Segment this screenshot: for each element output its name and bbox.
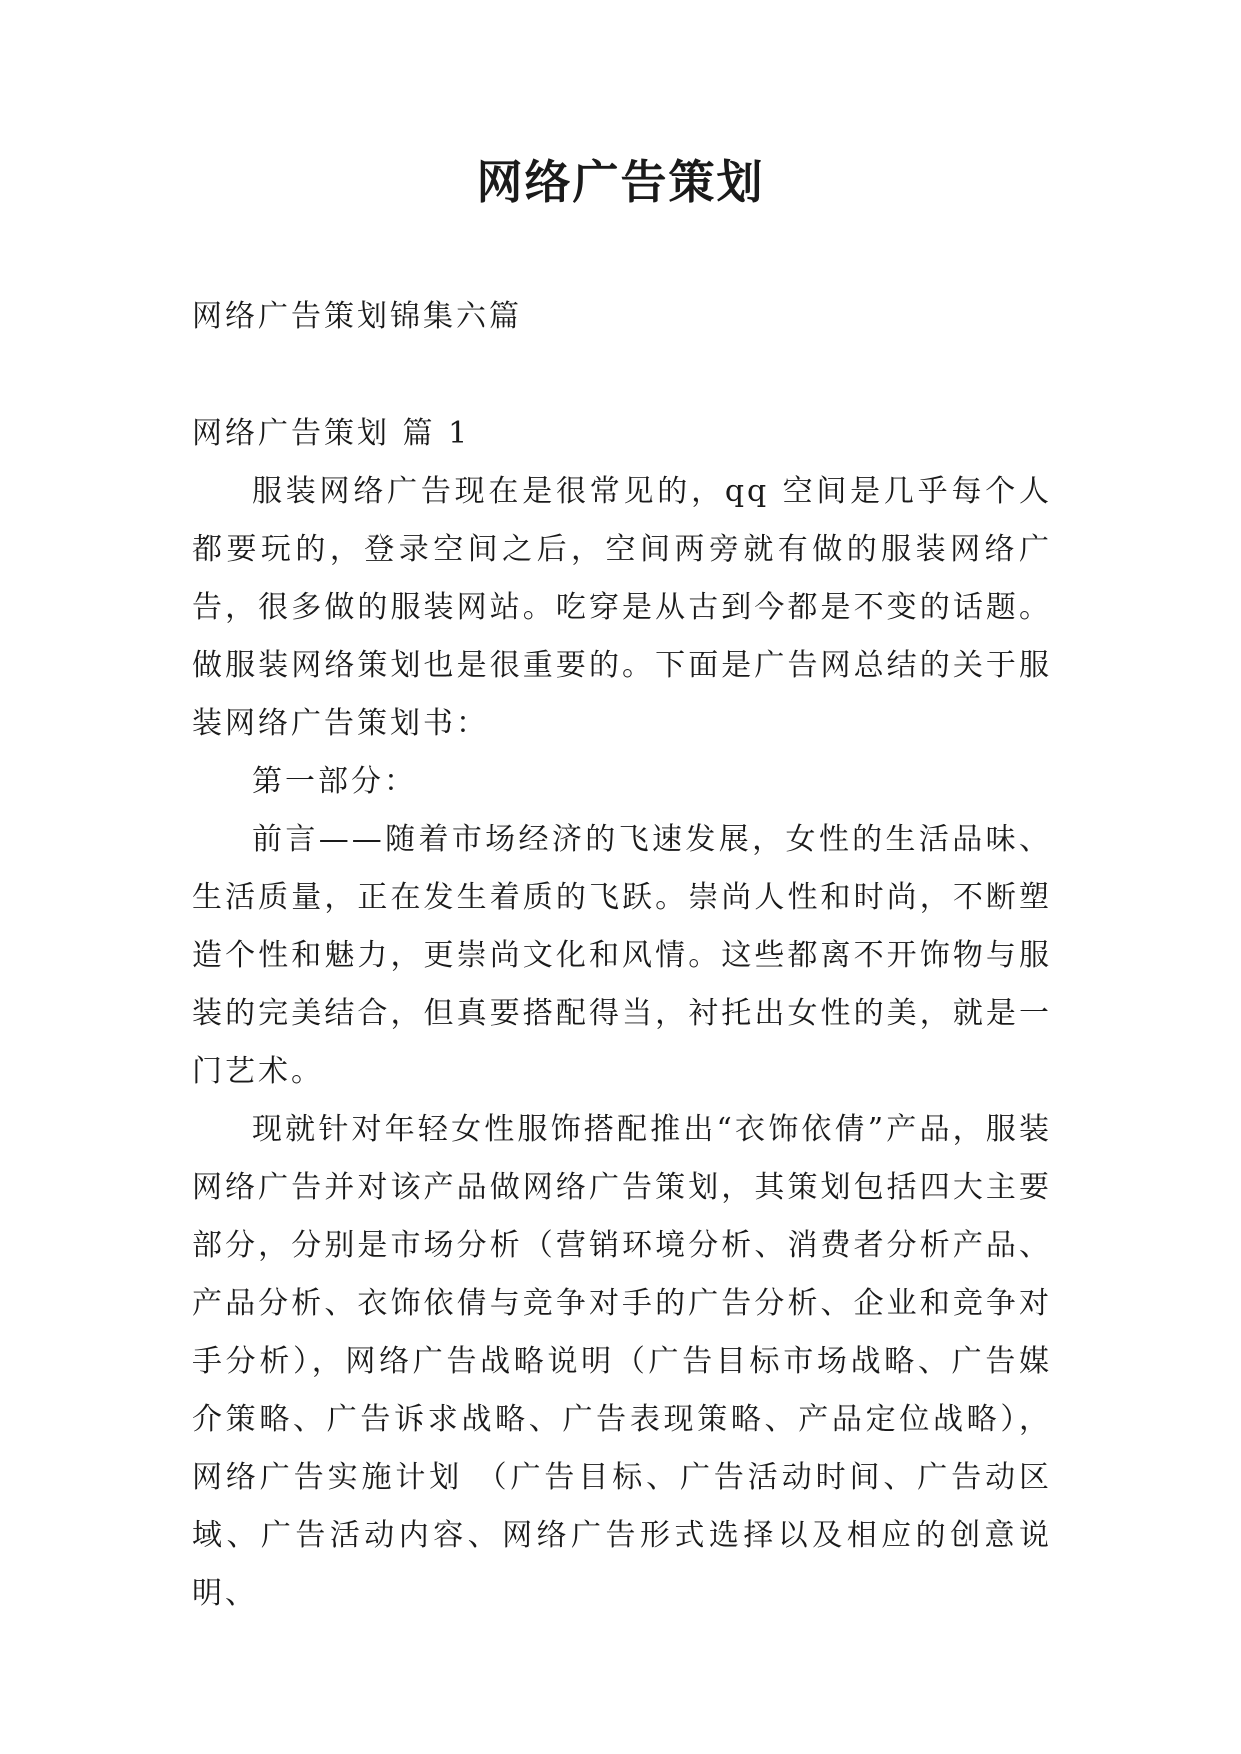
document-body	[192, 405, 1052, 1623]
paragraph-part-one: 第一部分：	[252, 764, 417, 799]
paragraph-preface: 前言——随着市场经济的飞速发展，女性的生活品味、生活质量，正在发生着质的飞跃。崇尚人性和时尚，不断塑造个性和魅力，更崇尚文化和风情。这些都离不开饰物与服装的完美结合，但真要搭配得当，衬托出女性的美，就是一门艺术。	[192, 822, 1052, 1089]
paragraph-intro: 服装网络广告现在是很常见的，qq 空间是几乎每个人都要玩的，登录空间之后，空间两旁就有做的服装网络广告，很多做的服装网站。吃穿是从古到今都是不变的话题。做服装网络策划也是很重要的。下面是广告网总结的关于服装网络广告策划书：	[192, 474, 1052, 741]
document-title: 网络广告策划	[476, 155, 765, 209]
paragraph-plan-overview: 现就针对年轻女性服饰搭配推出“衣饰依倩”产品，服装网络广告并对该产品做网络广告策划，其策划包括四大主要部分，分别是市场分析（营销环境分析、消费者分析产品、产品分析、衣饰依倩与竞争对手的广告分析、企业和竞争对手分析），网络广告战略说明（广告目标市场战略、广告媒介策略、广告诉求战略、广告表现策略、产品定位战略），网络广告实施计划 （广告目标、广告活动时间、广告动区域、广告活动内容、网络广告形式选择以及相应的创意说明、	[192, 1112, 1052, 1611]
section-heading: 网络广告策划 篇 1	[192, 416, 471, 451]
document-subtitle: 网络广告策划锦集六篇	[192, 299, 522, 334]
